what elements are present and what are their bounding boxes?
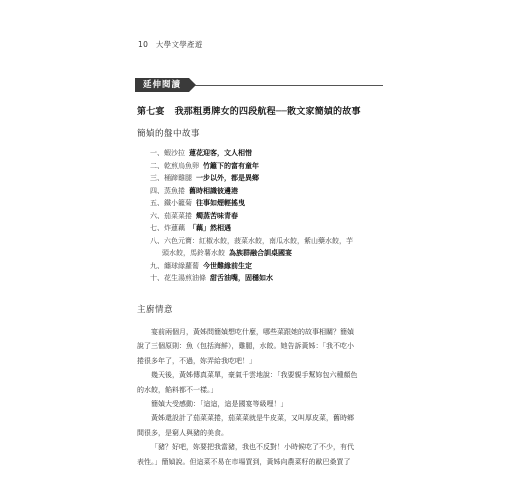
story-body (137, 325, 390, 469)
body-line: 黃姊還設計了茄菜菜捲，茄菜菜就是牛皮菜，又叫厚皮菜，舊時鄉 (151, 414, 354, 423)
menu-item: 八、六色元寶：紅椒水餃，菠菜水餃，南瓜水餃，紫山藥水餃，芋 (150, 236, 353, 245)
body-line: 表性。」簡媜說。但這菜不易在市場買到，黃姊向農菜籽的歐巴桑買了 (137, 457, 351, 466)
menu-item: 五、鐵小籠菊 往事如煙輕搖曳 (150, 199, 245, 207)
running-header (138, 39, 203, 50)
menu-heading: 簡媜的盤中故事 (137, 129, 201, 139)
body-line: 的水餃，餡料都不一樣。」 (137, 385, 218, 394)
body-line: 捲很多年了，不過，妳弄給我吃吧！」 (137, 356, 256, 365)
banner-rule (195, 85, 383, 86)
story-heading: 主廚情意 (137, 305, 174, 315)
body-line: 幾天後，黃姊傳真菜單，豪氣千雲地說：「我要親手幫妳包六種顏色 (151, 371, 358, 380)
book-title: 大學文學產遊 (155, 40, 203, 49)
menu-item-continued: 頭水餃，馬鈴薯水餃 為族群融合訓桌國宴 (162, 249, 292, 257)
body-line: 簡媜大受感動：「這這，這是國宴等級哩！」 (151, 400, 288, 409)
menu-item: 四、蒸魚捲 舊時相識彼邊港 (150, 186, 238, 195)
menu-item: 六、茄菜菜捲 燭蒸苦味青春 (150, 211, 238, 220)
extension-reading-banner (135, 78, 383, 92)
body-line: 說了三個原則：魚（包括海鮮），雞腿，水餃。她告訴黃姊：「我不吃小 (137, 342, 354, 351)
chapter-number: 第七宴 (137, 107, 165, 117)
body-line: 間很多，是窮人與豬的美食。 (137, 428, 228, 437)
chapter-name: 我那粗勇牌女的四段航程──散文家簡媜的故事 (174, 107, 361, 117)
menu-item: 十、花生湯煎油條 甜舌油嘴，固穩如水 (150, 274, 273, 282)
menu-item: 九、纏球綠蘿蔔 今世難緣前生定 (150, 261, 252, 270)
body-line: 宴前兩個月，黃姊問簡媜想吃什麼，哪些菜跟她的故事相關？簡媜 (151, 328, 354, 336)
extension-reading-tag: 延伸閱讀 (135, 78, 189, 92)
menu-item: 二、乾煎烏魚卵 竹籬下的富有童年 (150, 161, 259, 170)
menu-item: 三、桶蹄雞腿 一步以外，都是異鄉 (150, 174, 259, 182)
menu-list (150, 147, 390, 285)
menu-item: 一、蝦沙拉 蓮花迎客，文人相惜 (150, 149, 252, 157)
body-line: 「豬？好吧，妳要把我當豬，我也不反對！小時候吃了不少，有代 (151, 443, 354, 452)
chapter-title (137, 104, 361, 117)
menu-item: 七、炸蓮藕 「藕」然相遇 (150, 224, 231, 232)
page-number: 10 (138, 40, 149, 49)
